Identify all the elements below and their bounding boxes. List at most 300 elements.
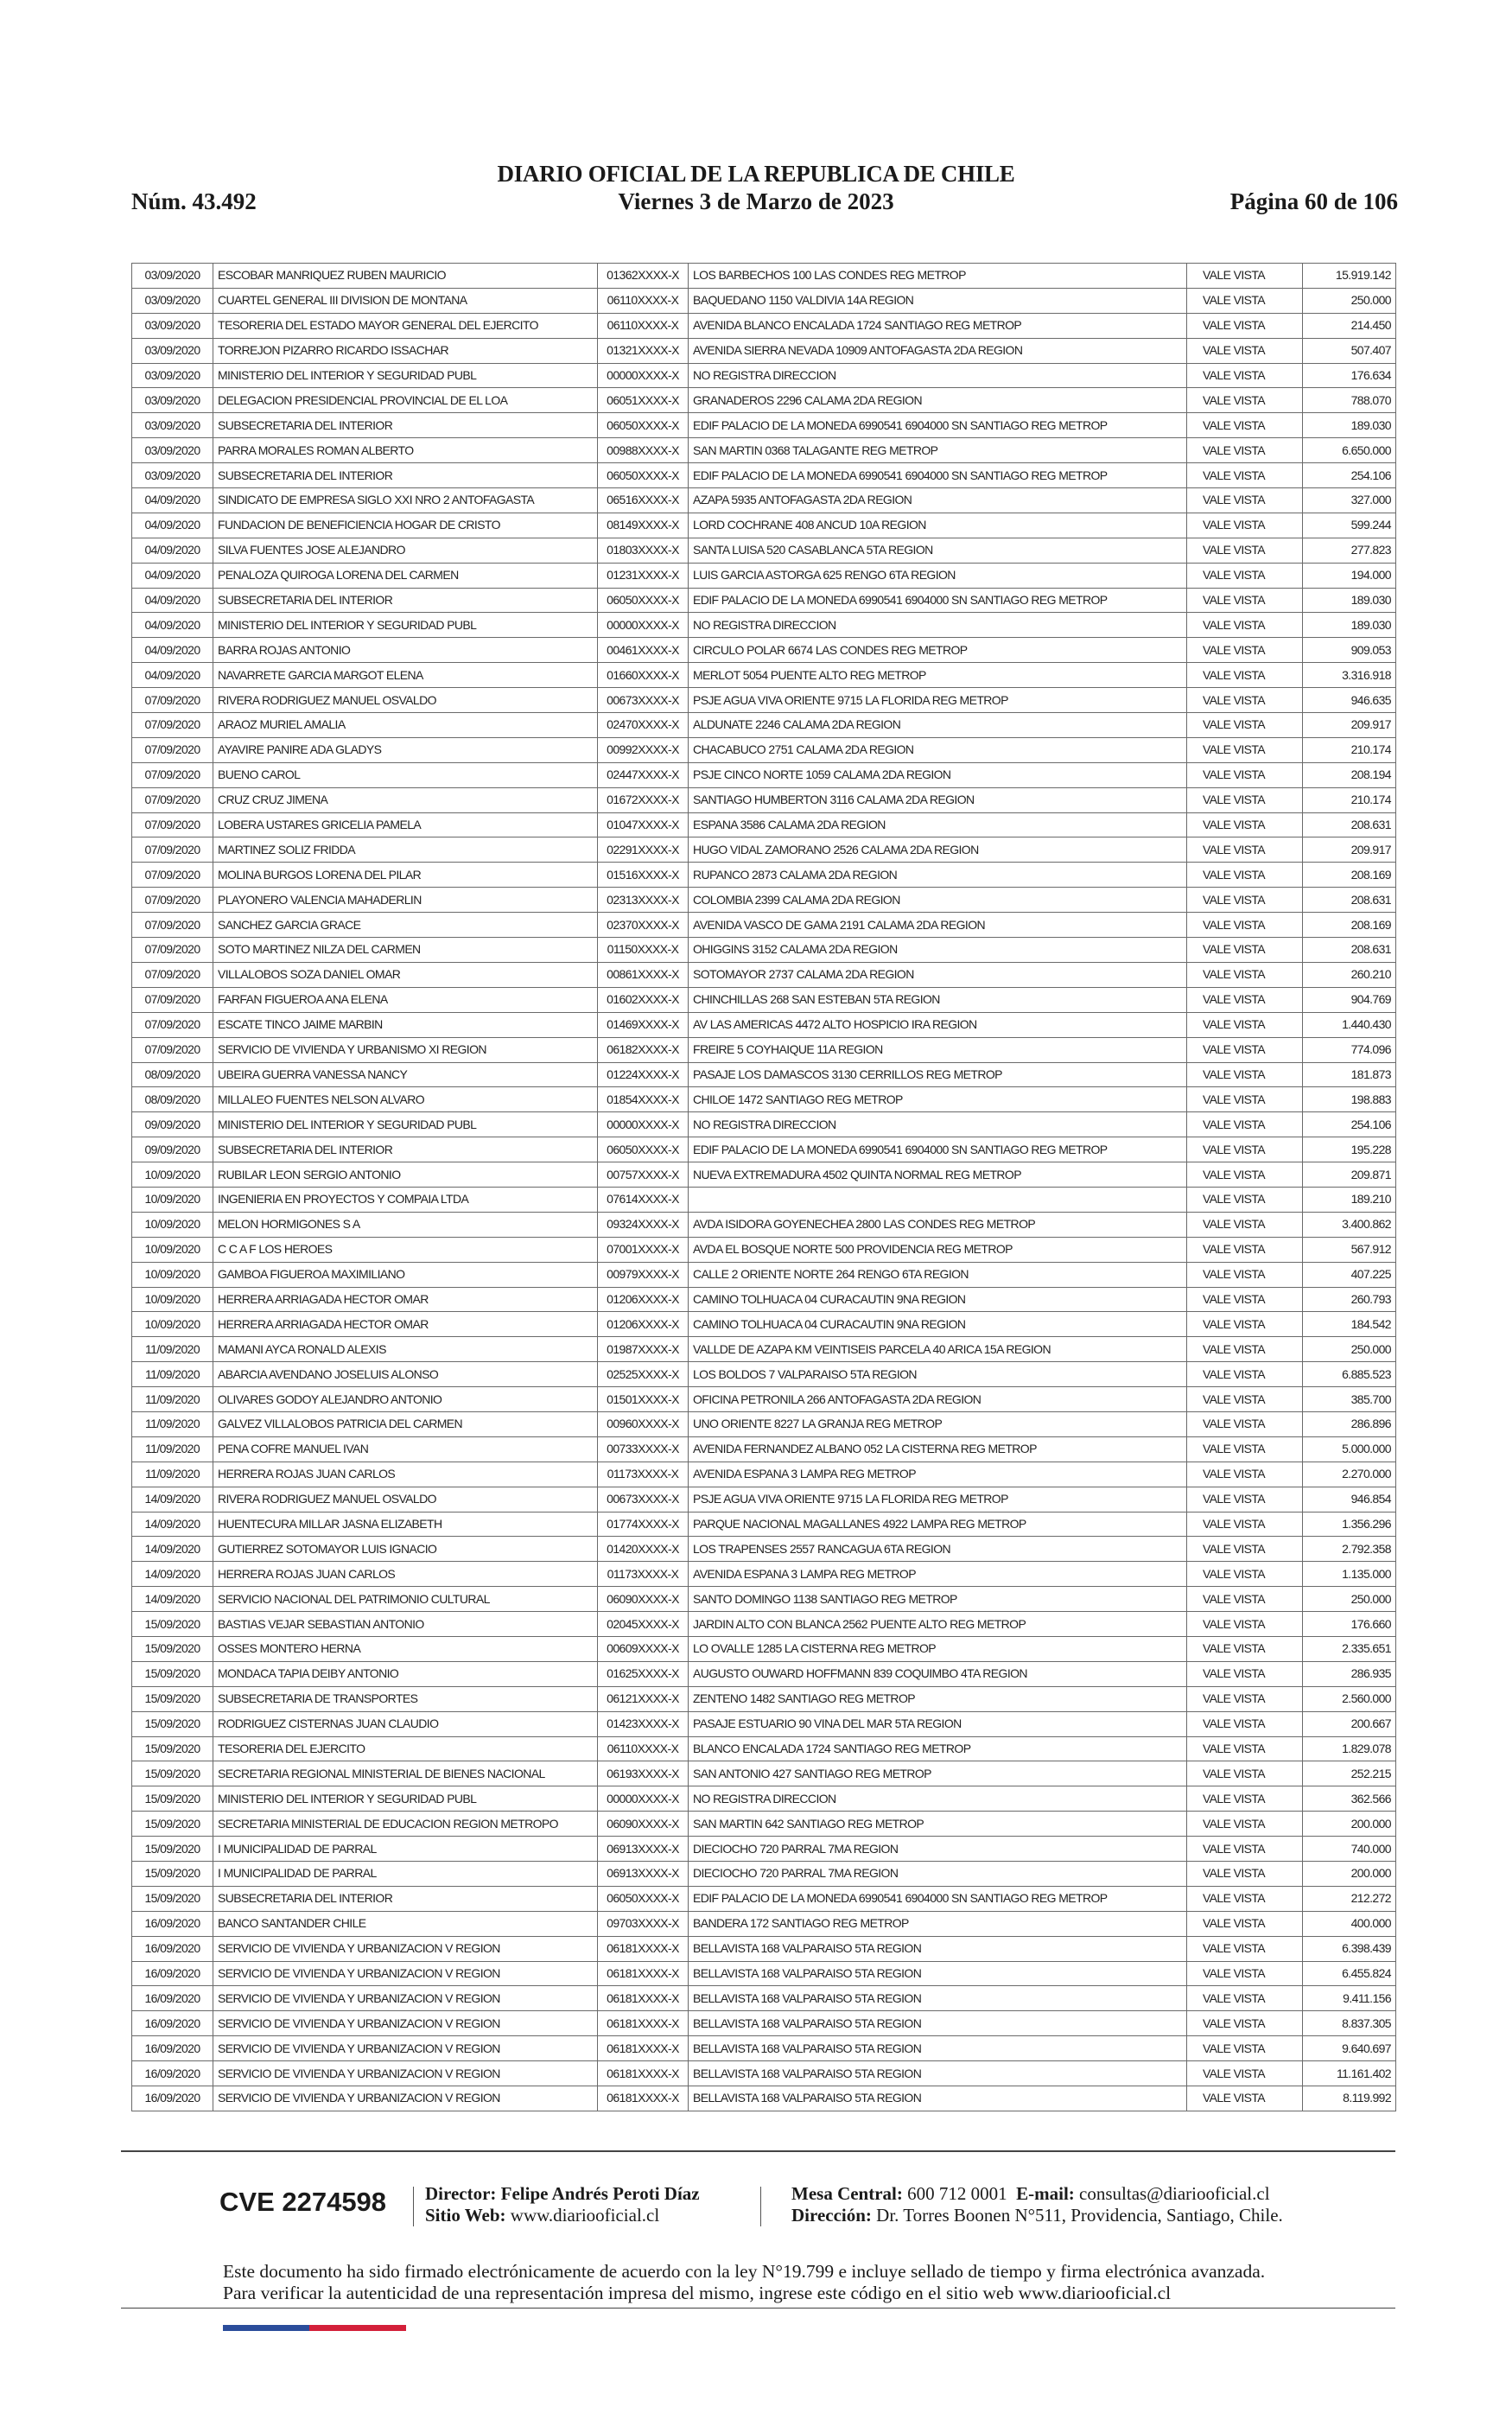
- table-row: [132, 1212, 1396, 1237]
- row-date: 10/09/2020: [132, 1212, 213, 1237]
- row-date: 07/09/2020: [132, 913, 213, 938]
- table-row: [132, 1312, 1396, 1337]
- row-date: 03/09/2020: [132, 338, 213, 363]
- row-name: I MUNICIPALIDAD DE PARRAL: [213, 1862, 598, 1887]
- table-row: [132, 363, 1396, 388]
- row-payment-type: VALE VISTA: [1187, 1786, 1303, 1812]
- row-address: MERLOT 5054 PUENTE ALTO REG METROP: [689, 663, 1187, 688]
- row-rut: 01206XXXX-X: [598, 1312, 689, 1337]
- row-payment-type: VALE VISTA: [1187, 888, 1303, 913]
- row-amount: 184.542: [1303, 1312, 1396, 1337]
- row-amount: 208.631: [1303, 812, 1396, 837]
- page-number: Página 60 de 106: [1229, 188, 1398, 214]
- row-rut: 00000XXXX-X: [598, 1786, 689, 1812]
- table-row: [132, 1537, 1396, 1562]
- table-row: [132, 1487, 1396, 1512]
- row-amount: 3.316.918: [1303, 663, 1396, 688]
- row-address: NUEVA EXTREMADURA 4502 QUINTA NORMAL REG METROP: [689, 1162, 1187, 1188]
- row-payment-type: VALE VISTA: [1187, 1362, 1303, 1387]
- row-rut: 06121XXXX-X: [598, 1686, 689, 1711]
- row-amount: 209.917: [1303, 837, 1396, 863]
- row-address: ALDUNATE 2246 CALAMA 2DA REGION: [689, 713, 1187, 738]
- row-payment-type: VALE VISTA: [1187, 288, 1303, 313]
- row-date: 10/09/2020: [132, 1287, 213, 1312]
- row-amount: 260.793: [1303, 1287, 1396, 1312]
- row-amount: 1.829.078: [1303, 1736, 1396, 1761]
- row-name: MILLALEO FUENTES NELSON ALVARO: [213, 1087, 598, 1112]
- row-address: SAN MARTIN 642 SANTIAGO REG METROP: [689, 1812, 1187, 1837]
- table-row: [132, 588, 1396, 613]
- row-amount: 254.106: [1303, 1112, 1396, 1137]
- row-payment-type: VALE VISTA: [1187, 438, 1303, 463]
- row-amount: 250.000: [1303, 1337, 1396, 1362]
- row-amount: 1.440.430: [1303, 1012, 1396, 1037]
- website-link[interactable]: www.diariooficial.cl: [510, 2205, 660, 2226]
- row-date: 14/09/2020: [132, 1487, 213, 1512]
- row-payment-type: VALE VISTA: [1187, 1711, 1303, 1736]
- row-amount: 181.873: [1303, 1062, 1396, 1087]
- issue-number: Núm. 43.492: [131, 188, 257, 214]
- row-name: MINISTERIO DEL INTERIOR Y SEGURIDAD PUBL: [213, 363, 598, 388]
- footer-bottom-rule: [121, 2308, 1395, 2309]
- row-address: LOS BOLDOS 7 VALPARAISO 5TA REGION: [689, 1362, 1187, 1387]
- row-name: HUENTECURA MILLAR JASNA ELIZABETH: [213, 1512, 598, 1537]
- row-address: AUGUSTO OUWARD HOFFMANN 839 COQUIMBO 4TA REGION: [689, 1661, 1187, 1686]
- row-address: AVENIDA BLANCO ENCALADA 1724 SANTIAGO REG METROP: [689, 313, 1187, 338]
- row-address: AVDA EL BOSQUE NORTE 500 PROVIDENCIA REG METROP: [689, 1237, 1187, 1262]
- row-date: 07/09/2020: [132, 762, 213, 787]
- row-address: EDIF PALACIO DE LA MONEDA 6990541 6904000 SN SANTIAGO REG METROP: [689, 1137, 1187, 1162]
- row-rut: 01321XXXX-X: [598, 338, 689, 363]
- row-rut: 01423XXXX-X: [598, 1711, 689, 1736]
- row-rut: 02447XXXX-X: [598, 762, 689, 787]
- row-address: BLANCO ENCALADA 1724 SANTIAGO REG METROP: [689, 1736, 1187, 1761]
- row-date: 15/09/2020: [132, 1711, 213, 1736]
- row-name: NAVARRETE GARCIA MARGOT ELENA: [213, 663, 598, 688]
- row-name: HERRERA ARRIAGADA HECTOR OMAR: [213, 1312, 598, 1337]
- row-name: ARAOZ MURIEL AMALIA: [213, 713, 598, 738]
- row-address: AZAPA 5935 ANTOFAGASTA 2DA REGION: [689, 488, 1187, 513]
- row-address: BELLAVISTA 168 VALPARAISO 5TA REGION: [689, 2036, 1187, 2061]
- row-payment-type: VALE VISTA: [1187, 1087, 1303, 1112]
- row-rut: 01516XXXX-X: [598, 863, 689, 888]
- row-name: MARTINEZ SOLIZ FRIDDA: [213, 837, 598, 863]
- row-payment-type: VALE VISTA: [1187, 1187, 1303, 1212]
- row-address: NO REGISTRA DIRECCION: [689, 1112, 1187, 1137]
- table-row: [132, 1711, 1396, 1736]
- row-payment-type: VALE VISTA: [1187, 987, 1303, 1012]
- row-amount: 208.631: [1303, 888, 1396, 913]
- row-payment-type: VALE VISTA: [1187, 1587, 1303, 1612]
- row-payment-type: VALE VISTA: [1187, 2061, 1303, 2086]
- row-rut: 06913XXXX-X: [598, 1862, 689, 1887]
- row-address: EDIF PALACIO DE LA MONEDA 6990541 6904000 SN SANTIAGO REG METROP: [689, 413, 1187, 438]
- row-amount: 567.912: [1303, 1237, 1396, 1262]
- row-rut: 06050XXXX-X: [598, 1886, 689, 1911]
- row-address: SANTO DOMINGO 1138 SANTIAGO REG METROP: [689, 1587, 1187, 1612]
- row-name: HERRERA ROJAS JUAN CARLOS: [213, 1462, 598, 1487]
- row-name: ABARCIA AVENDANO JOSELUIS ALONSO: [213, 1362, 598, 1387]
- row-amount: 212.272: [1303, 1886, 1396, 1911]
- row-rut: 01774XXXX-X: [598, 1512, 689, 1537]
- row-date: 03/09/2020: [132, 463, 213, 488]
- row-rut: 06913XXXX-X: [598, 1837, 689, 1862]
- row-address: LORD COCHRANE 408 ANCUD 10A REGION: [689, 513, 1187, 538]
- row-address: OHIGGINS 3152 CALAMA 2DA REGION: [689, 938, 1187, 963]
- row-rut: 06181XXXX-X: [598, 1986, 689, 2011]
- table-row: [132, 1587, 1396, 1612]
- row-payment-type: VALE VISTA: [1187, 1911, 1303, 1936]
- row-rut: 06110XXXX-X: [598, 313, 689, 338]
- row-name: C C A F LOS HEROES: [213, 1237, 598, 1262]
- row-rut: 07614XXXX-X: [598, 1187, 689, 1212]
- row-address: SANTA LUISA 520 CASABLANCA 5TA REGION: [689, 538, 1187, 563]
- table-row: [132, 837, 1396, 863]
- row-payment-type: VALE VISTA: [1187, 1112, 1303, 1137]
- row-rut: 06182XXXX-X: [598, 1037, 689, 1062]
- row-name: SILVA FUENTES JOSE ALEJANDRO: [213, 538, 598, 563]
- row-address: EDIF PALACIO DE LA MONEDA 6990541 6904000 SN SANTIAGO REG METROP: [689, 463, 1187, 488]
- website-line: [425, 2205, 659, 2226]
- row-name: AYAVIRE PANIRE ADA GLADYS: [213, 737, 598, 762]
- row-date: 04/09/2020: [132, 563, 213, 588]
- row-amount: 250.000: [1303, 288, 1396, 313]
- row-rut: 00673XXXX-X: [598, 688, 689, 713]
- row-amount: 6.455.824: [1303, 1961, 1396, 1986]
- row-address: PARQUE NACIONAL MAGALLANES 4922 LAMPA REG METROP: [689, 1512, 1187, 1537]
- row-payment-type: VALE VISTA: [1187, 1411, 1303, 1436]
- row-date: 10/09/2020: [132, 1162, 213, 1188]
- row-payment-type: VALE VISTA: [1187, 1062, 1303, 1087]
- row-date: 16/09/2020: [132, 1936, 213, 1961]
- row-rut: 00992XXXX-X: [598, 737, 689, 762]
- row-date: 03/09/2020: [132, 363, 213, 388]
- row-amount: 946.854: [1303, 1487, 1396, 1512]
- table-row: [132, 1187, 1396, 1212]
- row-rut: 00757XXXX-X: [598, 1162, 689, 1188]
- row-address: AVENIDA ESPANA 3 LAMPA REG METROP: [689, 1462, 1187, 1487]
- table-row: [132, 1411, 1396, 1436]
- row-date: 07/09/2020: [132, 688, 213, 713]
- row-name: UBEIRA GUERRA VANESSA NANCY: [213, 1062, 598, 1087]
- row-amount: 200.000: [1303, 1862, 1396, 1887]
- table-row: [132, 1162, 1396, 1188]
- row-amount: 8.837.305: [1303, 2011, 1396, 2036]
- row-name: I MUNICIPALIDAD DE PARRAL: [213, 1837, 598, 1862]
- table-row: [132, 1562, 1396, 1587]
- row-rut: 06051XXXX-X: [598, 388, 689, 413]
- table-row: [132, 288, 1396, 313]
- row-rut: 02525XXXX-X: [598, 1362, 689, 1387]
- row-name: SANCHEZ GARCIA GRACE: [213, 913, 598, 938]
- row-payment-type: VALE VISTA: [1187, 1761, 1303, 1786]
- row-date: 07/09/2020: [132, 1037, 213, 1062]
- table-row: [132, 913, 1396, 938]
- row-payment-type: VALE VISTA: [1187, 1886, 1303, 1911]
- row-address: SAN MARTIN 0368 TALAGANTE REG METROP: [689, 438, 1187, 463]
- row-rut: 00861XXXX-X: [598, 962, 689, 987]
- row-payment-type: VALE VISTA: [1187, 2036, 1303, 2061]
- row-amount: 189.030: [1303, 588, 1396, 613]
- row-amount: 189.210: [1303, 1187, 1396, 1212]
- row-name: CRUZ CRUZ JIMENA: [213, 787, 598, 812]
- row-date: 04/09/2020: [132, 488, 213, 513]
- row-amount: 200.000: [1303, 1812, 1396, 1837]
- table-row: [132, 413, 1396, 438]
- table-row: [132, 1362, 1396, 1387]
- row-address: CHINCHILLAS 268 SAN ESTEBAN 5TA REGION: [689, 987, 1187, 1012]
- row-address: ESPANA 3586 CALAMA 2DA REGION: [689, 812, 1187, 837]
- row-date: 09/09/2020: [132, 1112, 213, 1137]
- row-name: CUARTEL GENERAL III DIVISION DE MONTANA: [213, 288, 598, 313]
- row-amount: 9.640.697: [1303, 2036, 1396, 2061]
- row-amount: 9.411.156: [1303, 1986, 1396, 2011]
- row-date: 04/09/2020: [132, 538, 213, 563]
- row-payment-type: VALE VISTA: [1187, 2086, 1303, 2111]
- row-payment-type: VALE VISTA: [1187, 488, 1303, 513]
- row-amount: 740.000: [1303, 1837, 1396, 1862]
- row-payment-type: VALE VISTA: [1187, 264, 1303, 289]
- table-row: [132, 563, 1396, 588]
- row-amount: 1.135.000: [1303, 1562, 1396, 1587]
- row-name: PENA COFRE MANUEL IVAN: [213, 1436, 598, 1462]
- row-address: FREIRE 5 COYHAIQUE 11A REGION: [689, 1037, 1187, 1062]
- row-rut: 06181XXXX-X: [598, 2086, 689, 2111]
- row-payment-type: VALE VISTA: [1187, 638, 1303, 663]
- row-address: EDIF PALACIO DE LA MONEDA 6990541 6904000 SN SANTIAGO REG METROP: [689, 1886, 1187, 1911]
- row-name: SUBSECRETARIA DEL INTERIOR: [213, 588, 598, 613]
- table-row: [132, 1886, 1396, 1911]
- row-amount: 260.210: [1303, 962, 1396, 987]
- row-name: MAMANI AYCA RONALD ALEXIS: [213, 1337, 598, 1362]
- row-address: AVENIDA FERNANDEZ ALBANO 052 LA CISTERNA REG METROP: [689, 1436, 1187, 1462]
- row-amount: 200.667: [1303, 1711, 1396, 1736]
- row-amount: 5.000.000: [1303, 1436, 1396, 1462]
- contact-line: [791, 2183, 1270, 2205]
- row-date: 07/09/2020: [132, 938, 213, 963]
- row-payment-type: VALE VISTA: [1187, 812, 1303, 837]
- row-rut: 01602XXXX-X: [598, 987, 689, 1012]
- row-amount: 11.161.402: [1303, 2061, 1396, 2086]
- records-table-body: [132, 264, 1396, 2111]
- table-row: [132, 2061, 1396, 2086]
- table-row: [132, 638, 1396, 663]
- row-address: UNO ORIENTE 8227 LA GRANJA REG METROP: [689, 1411, 1187, 1436]
- row-payment-type: VALE VISTA: [1187, 338, 1303, 363]
- row-payment-type: VALE VISTA: [1187, 837, 1303, 863]
- row-address: [689, 1187, 1187, 1212]
- address-label: Dirección:: [791, 2205, 872, 2226]
- row-amount: 176.660: [1303, 1612, 1396, 1637]
- row-name: INGENIERIA EN PROYECTOS Y COMPAIA LTDA: [213, 1187, 598, 1212]
- row-payment-type: VALE VISTA: [1187, 1837, 1303, 1862]
- row-rut: 00000XXXX-X: [598, 363, 689, 388]
- row-rut: 00609XXXX-X: [598, 1636, 689, 1661]
- row-rut: 06050XXXX-X: [598, 588, 689, 613]
- row-address: ZENTENO 1482 SANTIAGO REG METROP: [689, 1686, 1187, 1711]
- row-name: HERRERA ROJAS JUAN CARLOS: [213, 1562, 598, 1587]
- row-payment-type: VALE VISTA: [1187, 563, 1303, 588]
- row-amount: 6.398.439: [1303, 1936, 1396, 1961]
- table-row: [132, 1237, 1396, 1262]
- row-address: COLOMBIA 2399 CALAMA 2DA REGION: [689, 888, 1187, 913]
- row-payment-type: VALE VISTA: [1187, 1162, 1303, 1188]
- row-address: AVDA ISIDORA GOYENECHEA 2800 LAS CONDES REG METROP: [689, 1212, 1187, 1237]
- row-payment-type: VALE VISTA: [1187, 413, 1303, 438]
- flag-stripe-blue: [223, 2325, 309, 2331]
- row-name: PARRA MORALES ROMAN ALBERTO: [213, 438, 598, 463]
- row-date: 15/09/2020: [132, 1837, 213, 1862]
- row-date: 03/09/2020: [132, 264, 213, 289]
- row-date: 07/09/2020: [132, 888, 213, 913]
- row-address: SAN ANTONIO 427 SANTIAGO REG METROP: [689, 1761, 1187, 1786]
- row-amount: 286.896: [1303, 1411, 1396, 1436]
- row-payment-type: VALE VISTA: [1187, 1436, 1303, 1462]
- row-amount: 909.053: [1303, 638, 1396, 663]
- row-name: BASTIAS VEJAR SEBASTIAN ANTONIO: [213, 1612, 598, 1637]
- row-date: 16/09/2020: [132, 1986, 213, 2011]
- row-amount: 252.215: [1303, 1761, 1396, 1786]
- row-name: TORREJON PIZARRO RICARDO ISSACHAR: [213, 338, 598, 363]
- table-row: [132, 1862, 1396, 1887]
- row-name: BUENO CAROL: [213, 762, 598, 787]
- row-date: 15/09/2020: [132, 1862, 213, 1887]
- row-name: FARFAN FIGUEROA ANA ELENA: [213, 987, 598, 1012]
- row-payment-type: VALE VISTA: [1187, 1337, 1303, 1362]
- row-amount: 208.194: [1303, 762, 1396, 787]
- row-payment-type: VALE VISTA: [1187, 1862, 1303, 1887]
- address-text: Dr. Torres Boonen N°511, Providencia, Santiago, Chile.: [876, 2205, 1283, 2226]
- row-name: PLAYONERO VALENCIA MAHADERLIN: [213, 888, 598, 913]
- table-row: [132, 1112, 1396, 1137]
- row-date: 03/09/2020: [132, 388, 213, 413]
- row-date: 04/09/2020: [132, 513, 213, 538]
- row-amount: 788.070: [1303, 388, 1396, 413]
- table-row: [132, 613, 1396, 638]
- row-rut: 01501XXXX-X: [598, 1387, 689, 1412]
- table-row: [132, 438, 1396, 463]
- email-link[interactable]: consultas@diariooficial.cl: [1079, 2183, 1270, 2204]
- row-address: BELLAVISTA 168 VALPARAISO 5TA REGION: [689, 1986, 1187, 2011]
- table-row: [132, 1462, 1396, 1487]
- row-payment-type: VALE VISTA: [1187, 787, 1303, 812]
- row-name: MINISTERIO DEL INTERIOR Y SEGURIDAD PUBL: [213, 613, 598, 638]
- row-address: BELLAVISTA 168 VALPARAISO 5TA REGION: [689, 2011, 1187, 2036]
- row-rut: 06050XXXX-X: [598, 1137, 689, 1162]
- row-name: SINDICATO DE EMPRESA SIGLO XXI NRO 2 ANTOFAGASTA: [213, 488, 598, 513]
- issue-date: Viernes 3 de Marzo de 2023: [618, 188, 894, 214]
- row-rut: 06050XXXX-X: [598, 463, 689, 488]
- row-date: 10/09/2020: [132, 1312, 213, 1337]
- row-rut: 09324XXXX-X: [598, 1212, 689, 1237]
- row-amount: 8.119.992: [1303, 2086, 1396, 2111]
- row-date: 11/09/2020: [132, 1387, 213, 1412]
- row-rut: 00461XXXX-X: [598, 638, 689, 663]
- mesa-label: Mesa Central:: [791, 2183, 903, 2204]
- row-payment-type: VALE VISTA: [1187, 513, 1303, 538]
- row-address: NO REGISTRA DIRECCION: [689, 1786, 1187, 1812]
- footer-divider-1: [413, 2187, 414, 2226]
- row-payment-type: VALE VISTA: [1187, 2011, 1303, 2036]
- cve-code: CVE 2274598: [219, 2187, 387, 2217]
- row-address: NO REGISTRA DIRECCION: [689, 613, 1187, 638]
- row-payment-type: VALE VISTA: [1187, 1312, 1303, 1337]
- row-rut: 00988XXXX-X: [598, 438, 689, 463]
- row-address: CALLE 2 ORIENTE NORTE 264 RENGO 6TA REGION: [689, 1262, 1187, 1287]
- row-address: AVENIDA SIERRA NEVADA 10909 ANTOFAGASTA 2DA REGION: [689, 338, 1187, 363]
- row-amount: 774.096: [1303, 1037, 1396, 1062]
- row-name: OSSES MONTERO HERNA: [213, 1636, 598, 1661]
- row-name: SECRETARIA MINISTERIAL DE EDUCACION REGION METROPO: [213, 1812, 598, 1837]
- row-payment-type: VALE VISTA: [1187, 588, 1303, 613]
- row-rut: 06181XXXX-X: [598, 1936, 689, 1961]
- row-name: BARRA ROJAS ANTONIO: [213, 638, 598, 663]
- row-date: 15/09/2020: [132, 1786, 213, 1812]
- table-row: [132, 264, 1396, 289]
- row-amount: 198.883: [1303, 1087, 1396, 1112]
- row-date: 16/09/2020: [132, 2086, 213, 2111]
- row-name: TESORERIA DEL ESTADO MAYOR GENERAL DEL EJERCITO: [213, 313, 598, 338]
- row-amount: 194.000: [1303, 563, 1396, 588]
- table-row: [132, 463, 1396, 488]
- mesa-phone: 600 712 0001: [907, 2183, 1007, 2204]
- row-date: 07/09/2020: [132, 837, 213, 863]
- row-date: 03/09/2020: [132, 313, 213, 338]
- row-payment-type: VALE VISTA: [1187, 1237, 1303, 1262]
- row-address: LOS TRAPENSES 2557 RANCAGUA 6TA REGION: [689, 1537, 1187, 1562]
- row-address: RUPANCO 2873 CALAMA 2DA REGION: [689, 863, 1187, 888]
- row-date: 07/09/2020: [132, 713, 213, 738]
- row-address: AV LAS AMERICAS 4472 ALTO HOSPICIO IRA REGION: [689, 1012, 1187, 1037]
- table-row: [132, 513, 1396, 538]
- row-rut: 09703XXXX-X: [598, 1911, 689, 1936]
- row-amount: 250.000: [1303, 1587, 1396, 1612]
- row-payment-type: VALE VISTA: [1187, 1512, 1303, 1537]
- row-amount: 6.885.523: [1303, 1362, 1396, 1387]
- table-row: [132, 1812, 1396, 1837]
- row-date: 07/09/2020: [132, 987, 213, 1012]
- row-rut: 01625XXXX-X: [598, 1661, 689, 1686]
- row-date: 10/09/2020: [132, 1187, 213, 1212]
- row-date: 11/09/2020: [132, 1411, 213, 1436]
- legal-notice: Este documento ha sido firmado electrónicamente de acuerdo con la ley N°19.799 e incluye sellado de tiempo y firma electrónica avanzada. Para verificar la autenticidad de una representación impresa del mismo, ingrese este código en el sitio web www.diariooficial.cl: [223, 2261, 1266, 2303]
- row-amount: 208.631: [1303, 938, 1396, 963]
- table-row: [132, 863, 1396, 888]
- table-row: [132, 1612, 1396, 1637]
- table-row: [132, 1837, 1396, 1862]
- row-address: OFICINA PETRONILA 266 ANTOFAGASTA 2DA REGION: [689, 1387, 1187, 1412]
- page-header: [0, 0, 1512, 225]
- row-name: SERVICIO DE VIVIENDA Y URBANIZACION V REGION: [213, 2011, 598, 2036]
- table-row: [132, 388, 1396, 413]
- row-rut: 01420XXXX-X: [598, 1537, 689, 1562]
- row-amount: 277.823: [1303, 538, 1396, 563]
- row-address: AVENIDA ESPANA 3 LAMPA REG METROP: [689, 1562, 1187, 1587]
- row-name: RIVERA RODRIGUEZ MANUEL OSVALDO: [213, 1487, 598, 1512]
- row-payment-type: VALE VISTA: [1187, 962, 1303, 987]
- row-rut: 07001XXXX-X: [598, 1237, 689, 1262]
- row-amount: 209.871: [1303, 1162, 1396, 1188]
- row-date: 15/09/2020: [132, 1686, 213, 1711]
- row-name: RUBILAR LEON SERGIO ANTONIO: [213, 1162, 598, 1188]
- row-address: VALLDE DE AZAPA KM VEINTISEIS PARCELA 40 ARICA 15A REGION: [689, 1337, 1187, 1362]
- row-rut: 00733XXXX-X: [598, 1436, 689, 1462]
- table-row: [132, 987, 1396, 1012]
- row-address: CAMINO TOLHUACA 04 CURACAUTIN 9NA REGION: [689, 1287, 1187, 1312]
- row-amount: 214.450: [1303, 313, 1396, 338]
- row-payment-type: VALE VISTA: [1187, 663, 1303, 688]
- row-rut: 02313XXXX-X: [598, 888, 689, 913]
